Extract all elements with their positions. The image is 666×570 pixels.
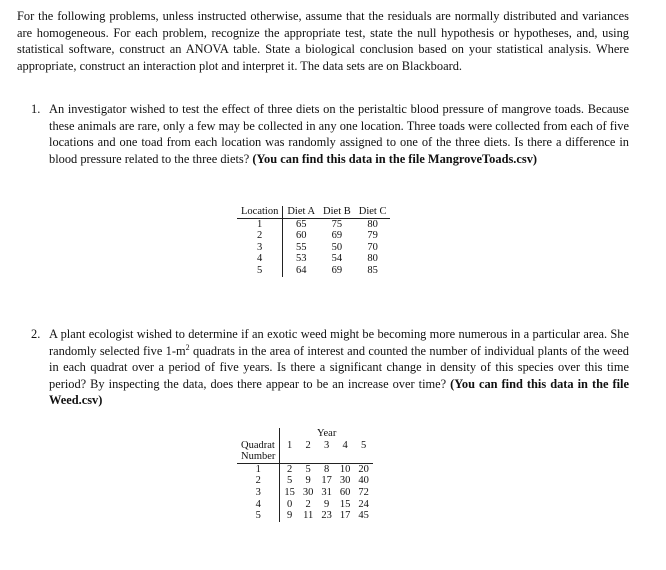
- table-cell: 30: [302, 486, 314, 498]
- problem-2-file-note: (You can find this data in the file Weed.csv): [49, 376, 629, 408]
- table-cell: 64: [295, 264, 307, 276]
- problem-1-file-note: (You can find this data in the file MangroveToads.csv): [252, 151, 538, 166]
- table-cell: 9: [287, 510, 293, 522]
- table-cell: 17: [321, 475, 332, 487]
- problem-1-number: 1.: [31, 102, 41, 116]
- problem-2: [31, 326, 629, 409]
- table-cell: 45: [358, 510, 369, 522]
- table-header-row: [237, 440, 373, 452]
- table-header-cell: Diet B: [319, 206, 355, 218]
- year-header: 3: [324, 439, 330, 451]
- table-cell: 20: [358, 463, 369, 475]
- table-year-row: [237, 428, 373, 440]
- table-cell: 24: [358, 498, 369, 510]
- table-row: [237, 487, 373, 499]
- row-label-cell: 2: [237, 230, 283, 242]
- table-cell: 2: [287, 463, 293, 475]
- row-label-cell: 5: [237, 510, 280, 522]
- table-cell: 23: [321, 510, 332, 522]
- table-cell: 40: [358, 475, 369, 487]
- row-label-cell: 3: [237, 242, 283, 254]
- table-header-row: [237, 206, 390, 218]
- problem-2-superscript: 2: [185, 342, 190, 352]
- table-header-cell: Location: [237, 206, 283, 218]
- row-label-cell: 1: [237, 463, 280, 475]
- problem-2-text-after: quadrats in the area of interest and counted the number of individual plants of the weed in each quadrat over a period of five years. Is there a significant change in density of this species over this time period? By inspecting the data, does there appear to be an increase over time?: [49, 343, 629, 391]
- table-row: [237, 218, 390, 230]
- row-label-cell: 4: [237, 253, 283, 265]
- table-header-cell: Diet C: [355, 206, 391, 218]
- table-cell: 50: [331, 241, 343, 253]
- table-cell: 15: [284, 486, 295, 498]
- table-cell: 65: [295, 218, 307, 230]
- number-header: Number: [237, 451, 280, 463]
- weed-table: [237, 428, 373, 522]
- table-cell: 70: [367, 241, 378, 253]
- year-header: 4: [342, 439, 348, 451]
- table-cell: 17: [339, 510, 351, 522]
- table-cell: 60: [339, 486, 351, 498]
- table-row: [237, 265, 390, 277]
- table-cell: 9: [324, 498, 330, 510]
- table-cell: 0: [287, 498, 293, 510]
- table-cell: 69: [331, 264, 343, 276]
- table-row: [237, 242, 390, 254]
- intro-paragraph: For the following problems, unless instructed otherwise, assume that the residuals are normally distributed and variances are homogeneous. For each problem, recognize the appropriate test, state the null hypothesis or hypotheses, and, using statistical software, construct an ANOVA table. State a biological conclusion based on your statistical analysis. Where appropriate, construct an interaction plot and interpret it. The data sets are on Blackboard.: [17, 9, 629, 73]
- year-header: 5: [361, 439, 367, 451]
- row-label-cell: 2: [237, 475, 280, 487]
- table-cell: 2: [305, 498, 311, 510]
- table-row: [237, 475, 373, 487]
- table-row: [237, 253, 390, 265]
- problem-1: [31, 101, 629, 167]
- table-cell: 30: [339, 475, 351, 487]
- table-cell: 5: [305, 463, 311, 475]
- table-cell: 75: [331, 218, 343, 230]
- table-cell: 15: [339, 498, 351, 510]
- problem-2-number: 2.: [31, 327, 41, 341]
- table-cell: 53: [295, 253, 307, 265]
- problem-1-text: An investigator wished to test the effect of three diets on the peristaltic blood pressure of mangrove toads. Because these animals are rare, only a few may be collected in any one location. Three toads were collected from each of five locations and one toad from each location was randomly assigned to one of the three diets. Is there a difference in blood pressure related to the three diets?: [49, 102, 629, 166]
- table-cell: 11: [303, 510, 314, 522]
- table-cell: 80: [367, 253, 378, 265]
- year-label: Year: [316, 428, 337, 439]
- year-header: 2: [305, 439, 311, 451]
- table-row: [237, 499, 373, 511]
- table-cell: 55: [295, 241, 307, 253]
- table-cell: 5: [287, 475, 293, 487]
- year-header: 1: [287, 439, 293, 451]
- table-row: [237, 510, 373, 522]
- row-label-cell: 3: [237, 487, 280, 499]
- problem-2-text-before: A plant ecologist wished to determine if an exotic weed might be becoming more numerous in a particular area. She randomly selected five 1-m: [49, 327, 629, 358]
- row-label-cell: 1: [237, 218, 283, 230]
- table-cell: 10: [339, 463, 351, 475]
- quadrat-header: Quadrat: [237, 440, 280, 452]
- table-cell: 9: [305, 475, 311, 487]
- table-cell: 72: [358, 486, 369, 498]
- table-cell: 60: [295, 230, 307, 242]
- table-row: [237, 230, 390, 242]
- table-header-cell: Diet A: [283, 206, 319, 218]
- mangrove-toads-table: [237, 206, 390, 277]
- table-cell: 31: [321, 486, 332, 498]
- table-cell: 80: [367, 218, 378, 230]
- table-cell: 79: [367, 230, 378, 242]
- table-cell: 85: [367, 264, 378, 276]
- table-cell: 8: [324, 463, 330, 475]
- table-cell: 69: [331, 230, 343, 242]
- table-header-row-2: [237, 451, 373, 463]
- table-cell: 54: [331, 253, 343, 265]
- row-label-cell: 4: [237, 499, 280, 511]
- table-row: [237, 463, 373, 475]
- row-label-cell: 5: [237, 265, 283, 277]
